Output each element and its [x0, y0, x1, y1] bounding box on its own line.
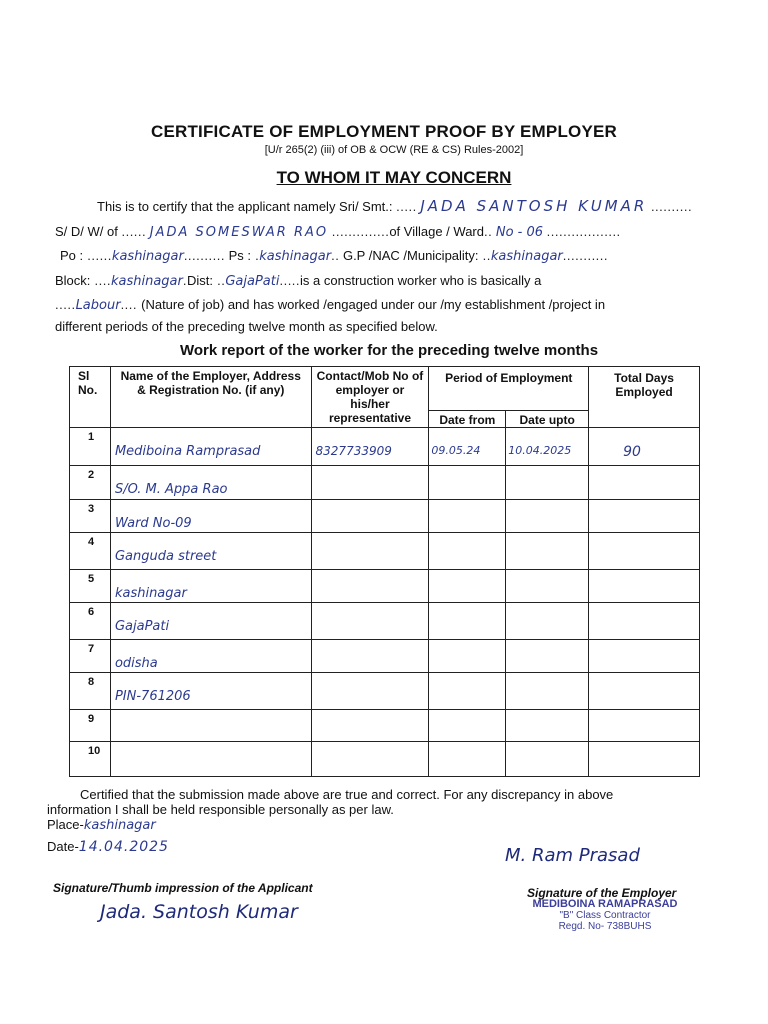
row-employer: Mediboina Ramprasad — [114, 444, 261, 459]
dist-value: GajaPati — [225, 274, 280, 289]
table-row — [70, 570, 700, 603]
row-employer: Ward No-09 — [114, 516, 192, 531]
gp-value: kashinagar — [490, 249, 563, 264]
col-period-header: Period of Employment — [429, 367, 589, 411]
gp-label: G.P /NAC /Municipality: — [342, 248, 479, 263]
col-total-header: Total Days Employed — [589, 367, 700, 428]
ps-value: kashinagar — [259, 249, 332, 264]
row-sl-number: 6 — [70, 603, 111, 640]
applicant-signature-label: Signature/Thumb impression of the Applicant — [53, 881, 313, 895]
dist-label: Dist: — [186, 273, 213, 288]
row-sl-number: 5 — [70, 570, 111, 603]
row-employer: Ganguda street — [114, 549, 217, 564]
table-row — [70, 710, 700, 742]
employer-signature-label: Signature of the Employer — [527, 886, 677, 900]
po-value: kashinagar — [111, 249, 184, 264]
row-sl-number: 2 — [70, 466, 111, 500]
certified-line-2: information I shall be held responsible personally as per law. — [47, 802, 394, 817]
parent-prefix: S/ D/ W/ of — [55, 224, 118, 239]
ps-label: Ps : — [228, 248, 251, 263]
row-sl-number: 3 — [70, 500, 111, 533]
row-date-upto: 10.04.2025 — [508, 444, 572, 457]
row-employer: odisha — [114, 656, 158, 671]
work-report-heading: Work report of the worker for the preceding twelve months — [179, 342, 599, 359]
date-label: Date- — [47, 839, 79, 854]
line-job: .....Labour.... (Nature of job) and has worked /engaged under our /my establishment /project in — [55, 297, 606, 313]
row-sl-number: 9 — [70, 710, 111, 742]
col-employer-header: Name of the Employer, Address & Registration No. (if any) — [110, 367, 311, 428]
job-value: Labour — [75, 298, 121, 313]
rules-subtitle: [U/r 265(2) (iii) of OB & OCW (RE & CS) Rules-2002] — [264, 144, 524, 156]
certified-line-1: Certified that the submission made above are true and correct. For any discrepancy in above — [80, 787, 614, 802]
place-label: Place- — [47, 817, 84, 832]
applicant-prefix: This is to certify that the applicant namely Sri/ Smt.: — [97, 199, 393, 214]
date-row — [47, 839, 169, 855]
line-periods: different periods of the preceding twelve month as specified below. — [55, 319, 438, 334]
row-sl-number: 1 — [70, 428, 111, 466]
parent-name: JADA SOMESWAR RAO — [149, 225, 329, 240]
row-date-from: 09.05.24 — [431, 444, 481, 457]
date-value: 14.04.2025 — [78, 839, 169, 855]
construction-text: is a construction worker who is basically a — [300, 273, 542, 288]
to-whom-heading: TO WHOM IT MAY CONCERN — [276, 168, 512, 187]
table-row — [70, 428, 700, 466]
row-employer: GajaPati — [114, 619, 170, 634]
po-label: Po : — [60, 248, 84, 263]
row-employer: PIN-761206 — [114, 689, 191, 704]
row-employer: kashinagar — [114, 586, 187, 601]
row-sl-number: 10 — [70, 742, 111, 777]
line-po-ps: Po : ......kashinagar.......... Ps : .kashinagar.. G.P /NAC /Municipality: ..kashinagar........... — [60, 248, 609, 264]
table-row — [70, 466, 700, 500]
row-total-days: 90 — [623, 444, 641, 460]
place-row — [47, 817, 156, 833]
line-block-dist: Block: ....kashinagar.Dist: ..GajaPati.....is a construction worker who is basically a — [55, 273, 542, 289]
line-applicant: This is to certify that the applicant namely Sri/ Smt.: ..... JADA SANTOSH KUMAR .......... — [97, 197, 693, 215]
row-contact: 8327733909 — [315, 444, 392, 458]
col-sl-header: Sl No. — [70, 367, 111, 428]
stamp-regd: Regd. No- 738BUHS — [558, 921, 652, 932]
table-row — [70, 673, 700, 710]
place-value: kashinagar — [83, 818, 156, 833]
row-sl-number: 7 — [70, 640, 111, 673]
row-employer: S/O. M. Appa Rao — [114, 482, 228, 497]
row-sl-number: 8 — [70, 673, 111, 710]
table-row — [70, 500, 700, 533]
row-sl-number: 4 — [70, 533, 111, 570]
table-row — [70, 640, 700, 673]
col-contact-header: Contact/Mob No of employer or his/her representative — [311, 367, 429, 428]
table-row — [70, 533, 700, 570]
block-value: kashinagar — [110, 274, 183, 289]
stamp-class: "B" Class Contractor — [559, 910, 651, 921]
job-suffix: (Nature of job) and has worked /engaged under our /my establishment /project in — [141, 297, 606, 312]
employer-signature: M. Ram Prasad — [505, 845, 640, 866]
table-row — [70, 742, 700, 777]
contractor-stamp — [515, 898, 695, 932]
certificate-title: CERTIFICATE OF EMPLOYMENT PROOF BY EMPLOYER — [150, 122, 618, 141]
stamp-name: MEDIBOINA RAMAPRASAD — [532, 898, 678, 910]
ward-value: No - 06 — [495, 225, 544, 240]
col-date-upto-header: Date upto — [506, 411, 589, 428]
work-report-table — [69, 366, 700, 777]
ward-label: of Village / Ward — [389, 224, 484, 239]
line-parent: S/ D/ W/ of ...... JADA SOMESWAR RAO ..............of Village / Ward.. No - 06 .................. — [55, 224, 621, 240]
applicant-name: JADA SANTOSH KUMAR — [420, 197, 648, 215]
block-label: Block: — [55, 273, 91, 288]
col-date-from-header: Date from — [429, 411, 506, 428]
table-row — [70, 603, 700, 640]
applicant-signature: Jada. Santosh Kumar — [100, 901, 298, 923]
